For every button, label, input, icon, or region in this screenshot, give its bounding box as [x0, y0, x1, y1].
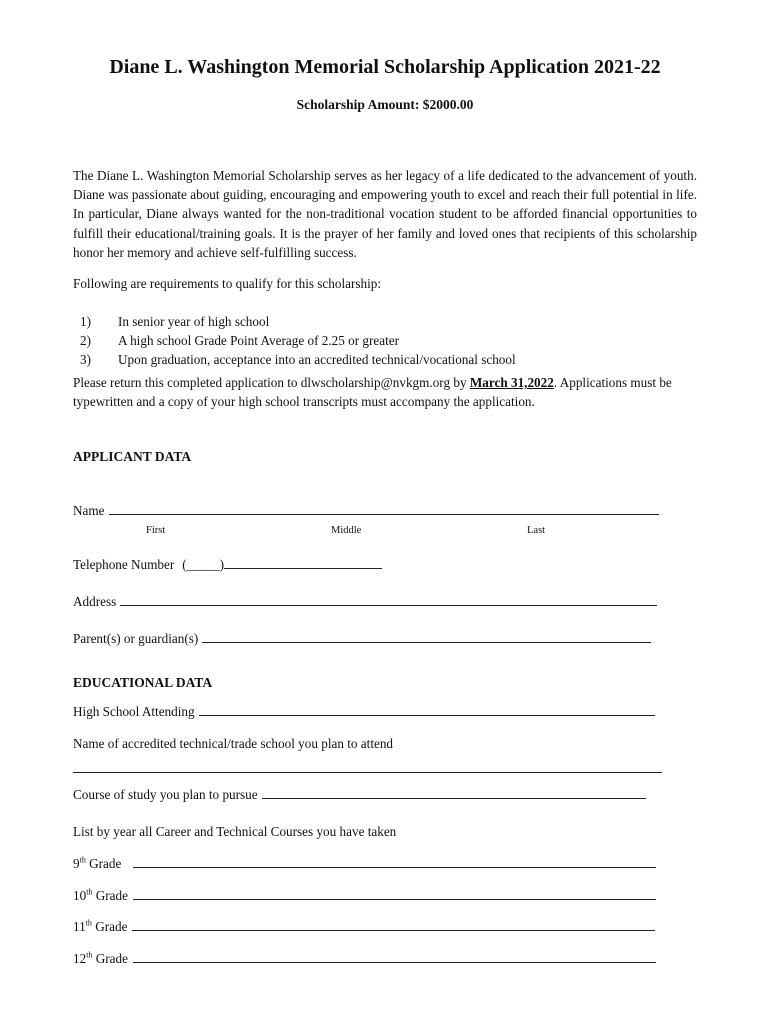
scholarship-amount: Scholarship Amount: $2000.00 — [296, 97, 474, 112]
requirement-text: In senior year of high school — [118, 314, 270, 329]
parents-input-line[interactable] — [202, 631, 651, 643]
course-input-line[interactable] — [262, 787, 646, 799]
requirement-number: 1) — [80, 314, 91, 329]
high-school-label: High School Attending — [73, 704, 195, 719]
courses-intro: List by year all Career and Technical Courses you have taken — [73, 824, 397, 839]
grade-row — [73, 951, 656, 967]
grade-10-input-line[interactable] — [133, 888, 656, 900]
requirement-item — [80, 333, 399, 349]
return-text-after: . Applications must be typewritten and a copy of your high school transcripts must accompany the application. — [73, 375, 672, 410]
educational-data-heading: EDUCATIONAL DATA — [73, 675, 213, 690]
requirement-number: 2) — [80, 333, 91, 348]
requirement-text: A high school Grade Point Average of 2.25 or greater — [118, 333, 400, 348]
requirement-item — [80, 314, 269, 330]
high-school-field — [73, 704, 655, 720]
grade-row — [73, 919, 655, 935]
course-label: Course of study you plan to pursue — [73, 787, 258, 802]
requirement-number: 3) — [80, 352, 91, 367]
telephone-label: Telephone Number — [73, 557, 175, 572]
tech-school-field — [73, 736, 393, 752]
address-label: Address — [73, 594, 117, 609]
deadline-date: March 31,2022 — [469, 375, 554, 390]
grade-label: 11th Grade — [73, 918, 128, 934]
requirements-intro: Following are requirements to qualify for this scholarship: — [73, 276, 382, 291]
applicant-data-heading: APPLICANT DATA — [73, 449, 192, 464]
grade-label: 9th Grade — [73, 855, 122, 871]
address-field — [73, 594, 657, 610]
parents-label: Parent(s) or guardian(s) — [73, 631, 199, 646]
course-field — [73, 787, 646, 803]
name-input-line[interactable] — [109, 503, 659, 515]
intro-paragraph: The Diane L. Washington Memorial Scholarship serves as her legacy of a life dedicated to the advancement of youth. Diane was passionate about guiding, encouraging and empowering youth to excel and reach their full potential in life. In particular, Diane always wanted for the non-traditional vocation student to be afforded financial opportunities to fulfill their educational/training goals. It is the prayer of her family and loved ones that recipients of this scholarship honor her memory and achieve self-fulfilling success. — [73, 168, 697, 260]
telephone-field — [73, 557, 382, 573]
name-label: Name — [73, 503, 105, 518]
address-input-line[interactable] — [120, 594, 657, 606]
parents-field — [73, 631, 651, 647]
return-instructions — [73, 373, 713, 411]
grade-label: 12th Grade — [73, 950, 128, 966]
grade-9-input-line[interactable] — [133, 856, 656, 868]
tech-school-label: Name of accredited technical/trade school you plan to attend — [73, 736, 394, 751]
page-title: Diane L. Washington Memorial Scholarship Application 2021-22 — [109, 56, 661, 78]
name-field — [73, 503, 659, 519]
grade-11-input-line[interactable] — [132, 919, 655, 931]
grade-row — [73, 888, 656, 904]
requirement-text: Upon graduation, acceptance into an accredited technical/vocational school — [118, 352, 516, 367]
telephone-input-line[interactable] — [224, 557, 382, 569]
return-text-before: Please return this completed application to dlwscholarship@nvkgm.org by — [73, 375, 470, 390]
name-last-caption: Last — [527, 525, 546, 536]
name-middle-caption: Middle — [331, 525, 362, 536]
grade-label: 10th Grade — [73, 887, 128, 903]
name-first-caption: First — [146, 525, 166, 536]
tech-school-input-line[interactable] — [73, 761, 662, 773]
grade-12-input-line[interactable] — [133, 951, 656, 963]
grade-row — [73, 856, 656, 872]
area-code-blank[interactable]: (_____) — [182, 557, 225, 572]
requirement-item — [80, 352, 516, 368]
high-school-input-line[interactable] — [199, 704, 655, 716]
